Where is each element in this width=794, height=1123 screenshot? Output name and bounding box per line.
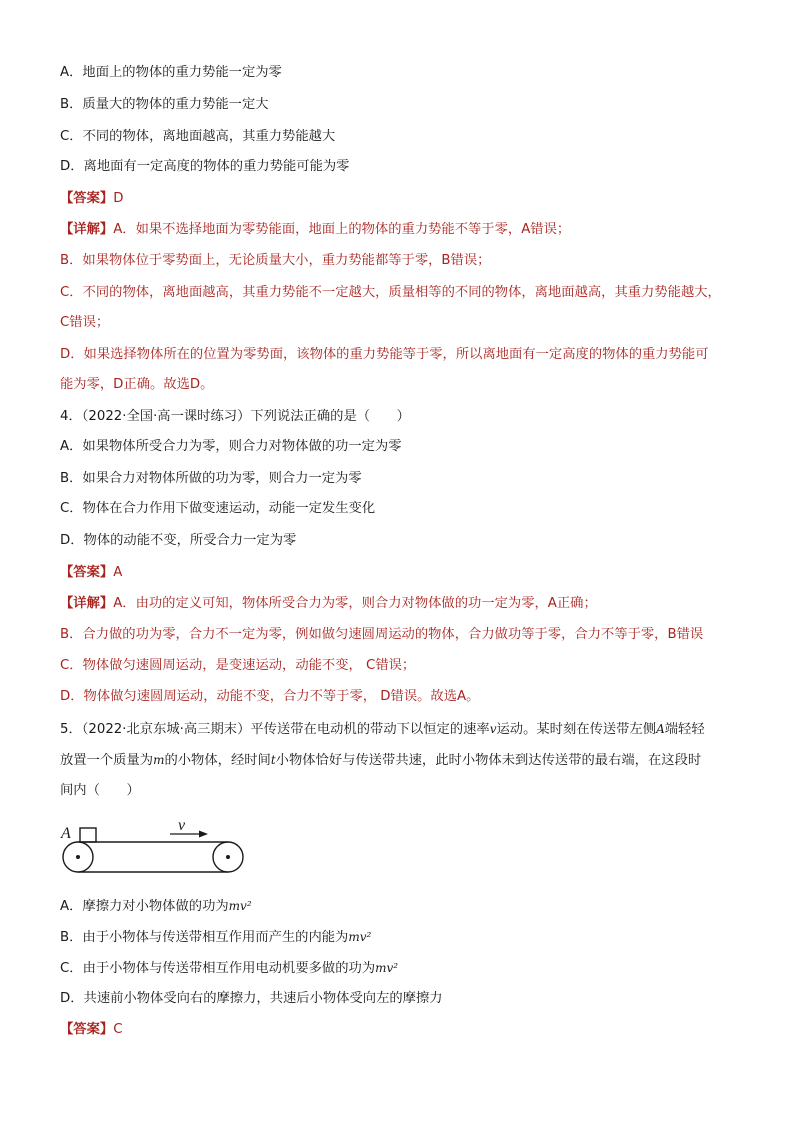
q4-option-d: D．物体的动能不变，所受合力一定为零 xyxy=(60,533,297,548)
right-pulley-axle xyxy=(226,855,230,859)
detail-text: A．由功的定义可知，物体所受合力为零，则合力对物体做的功一定为零，A正确； xyxy=(113,596,597,611)
q5-option-a xyxy=(60,897,750,916)
q4-option-b: B．如果合力对物体所做的功为零，则合力一定为零 xyxy=(60,471,362,486)
q5-option-b xyxy=(60,928,750,947)
detail-label: 【详解】 xyxy=(60,596,114,611)
q3-option-b: B．质量大的物体的重力势能一定大 xyxy=(60,97,269,112)
answer-label: 【答案】 xyxy=(60,1022,114,1037)
q5-stem-line-3: 间内（ ） xyxy=(60,783,140,798)
stem-text: 端轻轻 xyxy=(664,722,705,737)
q4-option-a: A．如果物体所受合力为零，则合力对物体做的功一定为零 xyxy=(60,439,402,454)
time-symbol: t xyxy=(270,753,276,767)
small-block xyxy=(80,828,96,842)
conveyor-belt-diagram xyxy=(58,816,248,878)
q3-detail-line-2: B．如果物体位于零势面上，无论质量大小，重力势能都等于零，B错误； xyxy=(60,253,491,268)
answer-value: C xyxy=(113,1022,123,1037)
q4-detail-line-1 xyxy=(60,595,750,613)
velocity-symbol: v xyxy=(489,722,497,736)
q5-stem-line-1 xyxy=(60,720,750,739)
q3-detail-line-1 xyxy=(60,221,750,239)
option-math: mv² xyxy=(375,961,399,975)
point-a-symbol: A xyxy=(656,722,665,736)
option-math: mv² xyxy=(348,930,372,944)
detail-text: A．如果不选择地面为零势能面，地面上的物体的重力势能不等于零，A错误； xyxy=(113,222,571,237)
q4-answer xyxy=(60,564,750,582)
q4-stem: 4．（2022·全国·高一课时练习）下列说法正确的是（ ） xyxy=(60,409,410,424)
q3-option-a: A．地面上的物体的重力势能一定为零 xyxy=(60,65,282,80)
q3-option-d: D．离地面有一定高度的物体的重力势能可能为零 xyxy=(60,159,350,174)
answer-label: 【答案】 xyxy=(60,565,114,580)
q5-stem-line-2 xyxy=(60,751,750,770)
q5-answer xyxy=(60,1021,750,1039)
stem-text: 运动。某时刻在传送带左侧 xyxy=(496,722,657,737)
q3-detail-line-3: C．不同的物体，离地面越高，其重力势能不一定越大，质量相等的不同的物体，离地面越高，其重力势能越大， xyxy=(60,285,721,300)
option-text: A．摩擦力对小物体做的功为 xyxy=(60,899,229,914)
q4-detail-line-2: B．合力做的功为零，合力不一定为零，例如做匀速圆周运动的物体，合力做功等于零，合力不等于零，B错误 xyxy=(60,627,704,642)
q3-detail-line-6: 能为零，D正确。故选D。 xyxy=(60,377,214,392)
q4-detail-line-3: C．物体做匀速圆周运动，是变速运动，动能不变， C错误； xyxy=(60,658,416,673)
detail-label: 【详解】 xyxy=(60,222,114,237)
option-text: C．由于小物体与传送带相互作用电动机要多做的功为 xyxy=(60,961,376,976)
q5-option-c xyxy=(60,959,750,978)
q3-answer xyxy=(60,190,750,208)
option-math: mv² xyxy=(228,899,252,913)
q3-detail-line-4: C错误； xyxy=(60,315,110,330)
q5-option-d: D．共速前小物体受向右的摩擦力，共速后小物体受向左的摩擦力 xyxy=(60,991,443,1006)
q4-detail-line-4: D．物体做匀速圆周运动，动能不变，合力不等于零， D错误。故选A。 xyxy=(60,689,480,704)
q3-option-c: C．不同的物体，离地面越高，其重力势能越大 xyxy=(60,129,336,144)
velocity-label: v xyxy=(178,817,186,834)
stem-text: 5．（2022·北京东城·高三期末）平传送带在电动机的带动下以恒定的速率 xyxy=(60,722,490,737)
mass-symbol: m xyxy=(153,753,165,767)
left-pulley-axle xyxy=(76,855,80,859)
answer-value: A xyxy=(113,565,123,580)
stem-text: 放置一个质量为 xyxy=(60,753,154,768)
stem-text: 的小物体，经时间 xyxy=(164,753,271,768)
q4-option-c: C．物体在合力作用下做变速运动，动能一定发生变化 xyxy=(60,501,376,516)
answer-value: D xyxy=(113,191,124,206)
option-text: B．由于小物体与传送带相互作用而产生的内能为 xyxy=(60,930,349,945)
stem-text: 小物体恰好与传送带共速，此时小物体未到达传送带的最右端，在这段时 xyxy=(275,753,702,768)
q3-detail-line-5: D．如果选择物体所在的位置为零势面，该物体的重力势能等于零，所以离地面有一定高度的物体的重力势能可 xyxy=(60,347,709,362)
answer-label: 【答案】 xyxy=(60,191,114,206)
point-a-label: A xyxy=(61,825,71,842)
velocity-arrow-head xyxy=(199,831,208,838)
